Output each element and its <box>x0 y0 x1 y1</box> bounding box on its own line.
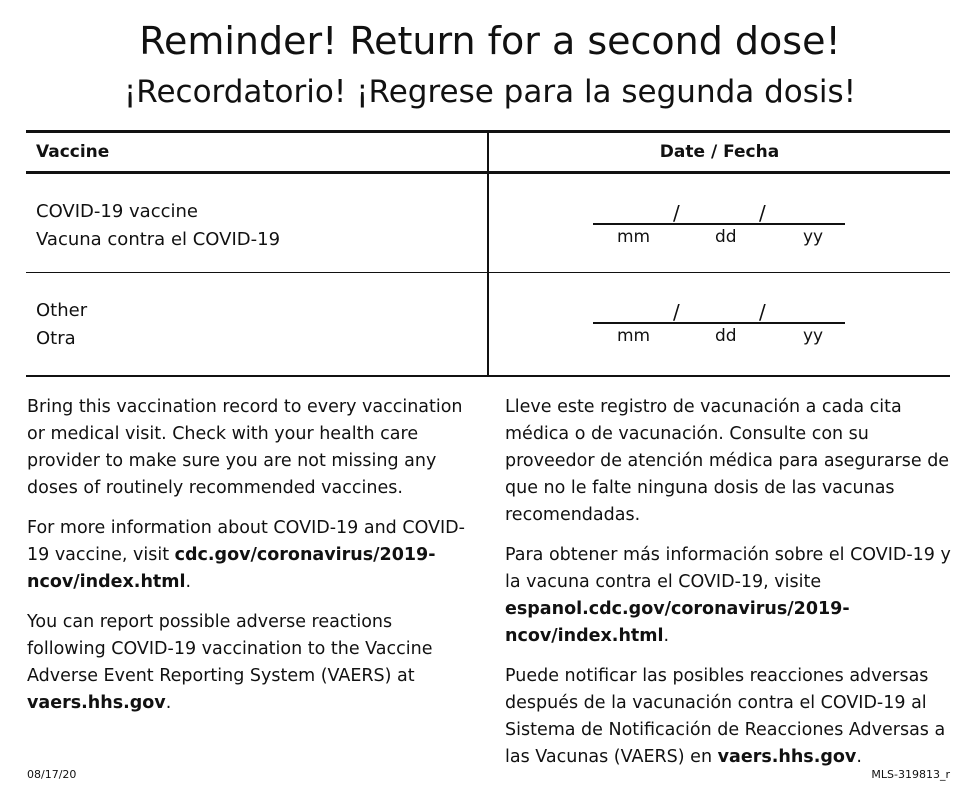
spanish-paragraph-1: Lleve este registro de vacunación a cada cita médica o de vacunación. Consulte con su proveedor de atención médica para asegurarse de que no le falte ninguna dosis de las vacunas recomendadas. <box>505 397 950 525</box>
vaccine-date-table <box>26 130 950 377</box>
date-day-label: dd <box>715 227 737 247</box>
date-field-covid[interactable] <box>593 199 845 249</box>
cdc-link[interactable]: cdc.gov/coronavirus/2019-ncov/index.html <box>27 545 436 592</box>
spanish-p2-text: Para obtener más información sobre el COVID-19 y la vacuna contra el COVID-19, visite <box>505 545 951 592</box>
date-month-label: mm <box>617 326 651 346</box>
table-row <box>26 273 950 373</box>
date-separator: / <box>673 300 680 324</box>
table-header <box>26 133 950 174</box>
date-separator: / <box>759 201 766 225</box>
date-day-label: dd <box>715 326 737 346</box>
vaccine-name-en: Other <box>36 300 88 321</box>
spanish-p3-end: . <box>856 747 862 767</box>
english-p3-end: . <box>165 693 172 713</box>
spanish-p3-text: Puede notificar las posibles reacciones adversas después de la vacunación contra el COVID-19 al Sistema de Notificación de Reacciones Adversas a las Vacunas (VAERS) en <box>505 666 946 767</box>
vaccine-name-es: Otra <box>36 328 76 349</box>
spanish-p2-end: . <box>663 626 670 646</box>
spanish-info <box>505 394 957 784</box>
english-p3-text: You can report possible adverse reactions following COVID-19 vaccination to the Vaccine Adverse Event Reporting System (VAERS) at <box>27 612 433 686</box>
english-paragraph-3 <box>27 609 467 717</box>
date-separator: / <box>673 201 680 225</box>
header-date: Date / Fecha <box>659 142 780 162</box>
english-paragraph-1: Bring this vaccination record to every vaccination or medical visit. Check with your health care provider to make sure you are not missing any doses of routinely recommended vaccines. <box>27 397 463 498</box>
vaccine-name-es: Vacuna contra el COVID-19 <box>36 229 281 250</box>
cdc-espanol-link[interactable]: espanol.cdc.gov/coronavirus/2019-ncov/index.html <box>505 599 850 646</box>
english-p2-text: For more information about COVID-19 and COVID-19 vaccine, visit <box>27 518 465 565</box>
vaers-link-es[interactable]: vaers.hhs.gov <box>717 747 857 767</box>
english-info <box>27 394 467 730</box>
date-underline <box>593 322 845 324</box>
vaccine-name-covid <box>36 198 280 254</box>
table-row <box>26 174 950 273</box>
date-year-label: yy <box>803 326 824 346</box>
page-subtitle: ¡Recordatorio! ¡Regrese para la segunda dosis! <box>123 74 857 110</box>
date-separator: / <box>759 300 766 324</box>
page-title: Reminder! Return for a second dose! <box>139 19 841 63</box>
document-code: MLS-319813_r <box>871 768 950 781</box>
english-paragraph-2 <box>27 515 467 596</box>
english-p2-end: . <box>185 572 192 592</box>
vaers-link[interactable]: vaers.hhs.gov <box>27 693 166 713</box>
date-month-label: mm <box>617 227 651 247</box>
date-year-label: yy <box>803 227 824 247</box>
header-vaccine: Vaccine <box>36 142 110 162</box>
spanish-paragraph-3 <box>505 663 957 771</box>
vaccine-name-other <box>36 297 87 353</box>
spanish-paragraph-2 <box>505 542 957 650</box>
vaccine-name-en: COVID-19 vaccine <box>36 201 198 222</box>
date-field-other[interactable] <box>593 298 845 348</box>
date-underline <box>593 223 845 225</box>
revision-date: 08/17/20 <box>27 768 77 781</box>
